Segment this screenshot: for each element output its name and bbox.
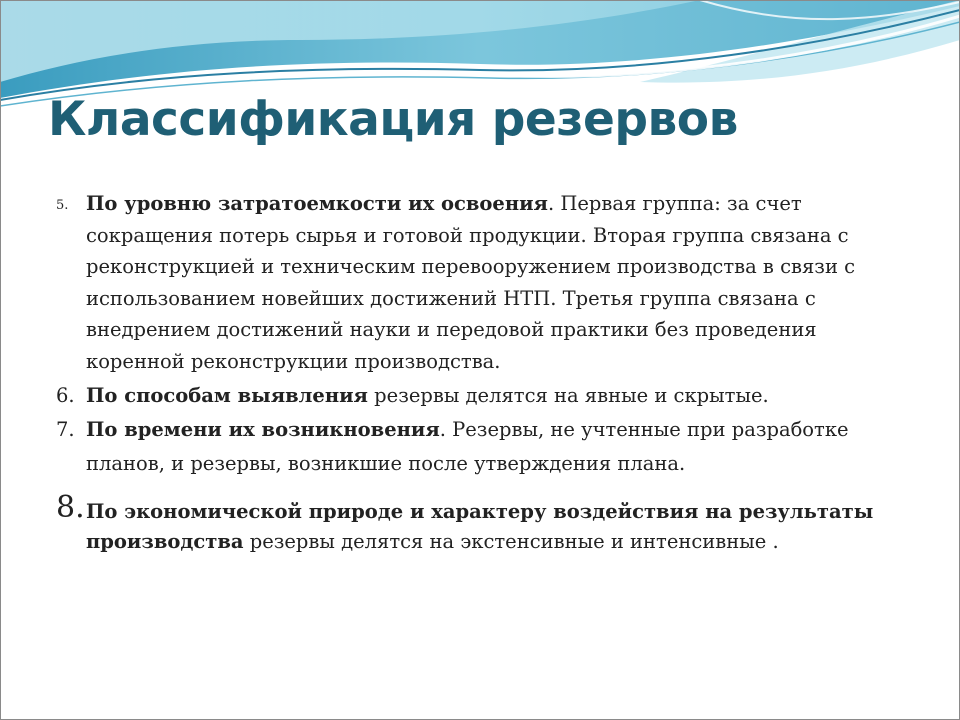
item-heading: По времени их возникновения <box>86 418 440 441</box>
item-heading: По способам выявления <box>86 384 368 407</box>
item-text: . Резервы, не учтенные при разработке планов, и резервы, возникшие после утверждения плана. <box>86 418 849 475</box>
list-item <box>56 413 916 481</box>
item-number: 6. <box>56 384 75 407</box>
slide-title: Классификация резервов <box>48 92 738 147</box>
item-text: резервы делятся на явные и скрытые. <box>367 384 769 407</box>
list-item <box>56 188 916 377</box>
item-heading: По уровню затратоемкости их освоения <box>86 192 548 215</box>
list-item <box>56 490 916 557</box>
item-text: . Первая группа: за счет сокращения потерь сырья и готовой продукции. Вторая группа связана с реконструкцией и техническим перевооружением производства в связи с использованием новейших достижений НТП. Третья группа связана с внедрением достижений науки и передовой практики без проведения коренной реконструкции производства. <box>86 192 856 373</box>
item-number: 8. <box>56 490 85 525</box>
classification-list <box>56 188 916 557</box>
item-heading: По экономической природе и характеру воздействия на результаты производства <box>86 500 874 553</box>
list-item <box>56 381 916 411</box>
item-number: 7. <box>56 418 75 441</box>
item-text: резервы делятся на экстенсивные и интенсивные . <box>243 530 779 553</box>
item-number: 5. <box>56 198 69 213</box>
